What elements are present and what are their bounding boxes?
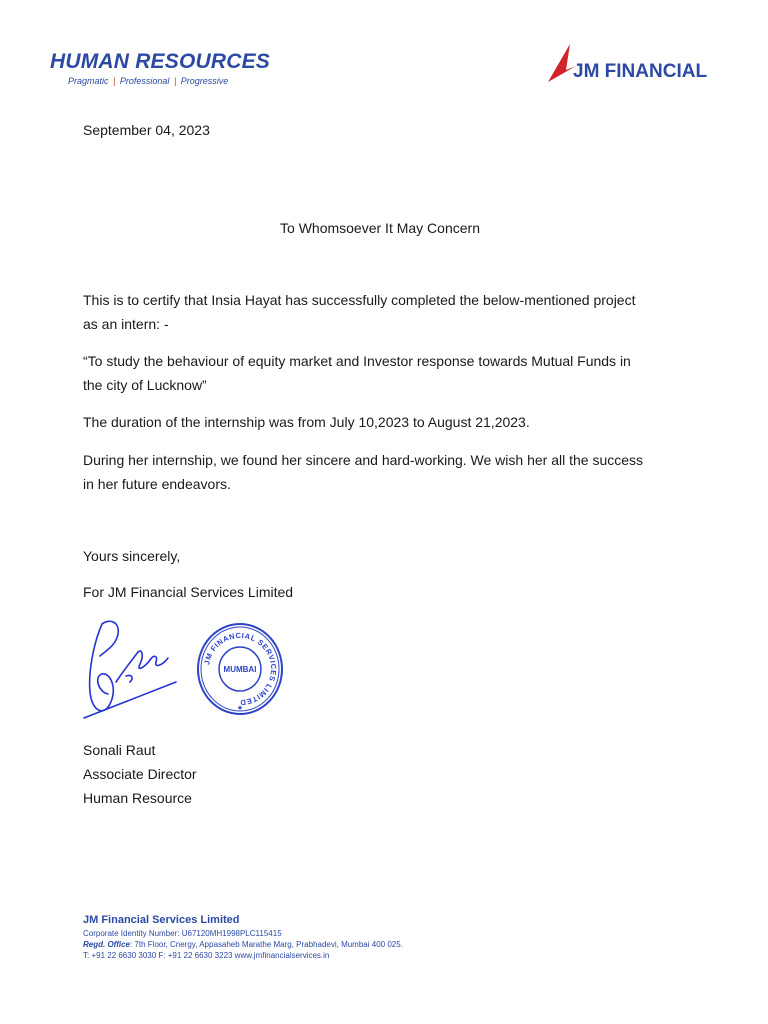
closing-salutation: Yours sincerely, bbox=[83, 548, 181, 564]
stamp-outer-text: JM FINANCIAL SERVICES LIMITED bbox=[202, 630, 279, 708]
project-title-paragraph bbox=[83, 349, 703, 397]
footer-office-label: Regd. Office bbox=[83, 940, 130, 949]
remark-line-1: During her internship, we found her sincere and hard-working. We wish her all the success bbox=[83, 452, 644, 468]
footer-company-name: JM Financial Services Limited bbox=[83, 914, 240, 926]
remark-paragraph bbox=[83, 448, 703, 496]
tagline-item-progressive: Progressive bbox=[180, 76, 229, 86]
footer-contact: T: +91 22 6630 3030 F: +91 22 6630 3223 www.jmfinancialservices.in bbox=[83, 951, 330, 960]
stamp-center-text: MUMBAI bbox=[223, 665, 257, 674]
remark-line-2: in her future endeavors. bbox=[83, 476, 231, 492]
letter-subject: To Whomsoever It May Concern bbox=[280, 220, 480, 236]
tagline-item-pragmatic: Pragmatic bbox=[68, 76, 109, 86]
footer-registered-office bbox=[83, 939, 403, 950]
footer-cin: Corporate Identity Number: U67120MH1998PLC115415 bbox=[83, 929, 282, 938]
signatory-block bbox=[83, 738, 703, 810]
handwritten-signature bbox=[80, 612, 180, 724]
jm-financial-logo-text: JM FINANCIAL bbox=[573, 61, 708, 82]
hr-letterhead-title: HUMAN RESOURCES bbox=[50, 50, 271, 73]
footer-office-address: : 7th Floor, Cnergy, Appasaheb Marathe Marg, Prabhadevi, Mumbai 400 025. bbox=[129, 940, 403, 949]
tagline-item-professional: Professional bbox=[119, 76, 170, 86]
hr-tagline bbox=[68, 76, 228, 86]
signatory-name: Sonali Raut bbox=[83, 742, 156, 758]
project-line-1: “To study the behaviour of equity market and Investor response towards Mutual Funds in bbox=[83, 353, 631, 369]
project-line-2: the city of Lucknow” bbox=[83, 377, 207, 393]
company-seal-stamp bbox=[196, 622, 284, 716]
certify-paragraph bbox=[83, 288, 703, 336]
certify-line-2: as an intern: - bbox=[83, 316, 169, 332]
tagline-separator: | bbox=[113, 76, 116, 86]
certify-line-1: This is to certify that Insia Hayat has successfully completed the below-mentioned project bbox=[83, 292, 636, 308]
letter-date: September 04, 2023 bbox=[83, 122, 210, 138]
signatory-title: Associate Director bbox=[83, 766, 197, 782]
signatory-department: Human Resource bbox=[83, 790, 192, 806]
duration-paragraph: The duration of the internship was from July 10,2023 to August 21,2023. bbox=[83, 414, 530, 430]
stamp-star-icon: ★ bbox=[236, 705, 244, 712]
tagline-separator: | bbox=[173, 76, 177, 86]
for-company-line: For JM Financial Services Limited bbox=[83, 584, 294, 600]
